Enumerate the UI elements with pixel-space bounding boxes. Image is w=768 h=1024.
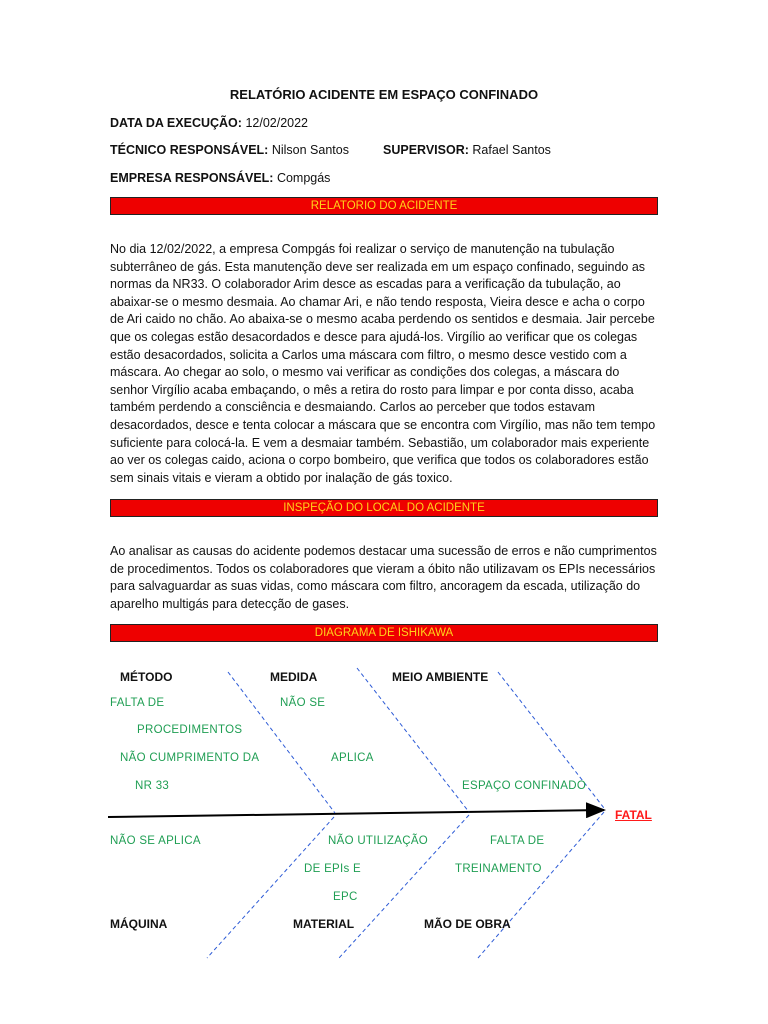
category-meio-ambiente: MEIO AMBIENTE xyxy=(392,670,489,684)
cause-maquina-1: NÃO SE APLICA xyxy=(110,835,201,847)
cause-material-1: NÃO UTILIZAÇÃO xyxy=(328,835,429,847)
bone-mao-de-obra xyxy=(478,812,604,958)
cause-metodo-4: NR 33 xyxy=(135,780,170,792)
cause-meio-ambiente-1: ESPAÇO CONFINADO xyxy=(462,780,587,792)
category-medida: MEDIDA xyxy=(270,670,318,684)
cause-medida-1: NÃO SE xyxy=(280,697,326,709)
technician-label: TÉCNICO RESPONSÁVEL: xyxy=(110,143,269,157)
report-section-header: RELATORIO DO ACIDENTE xyxy=(110,197,658,215)
supervisor-label: SUPERVISOR: xyxy=(383,143,469,157)
cause-mao-de-obra-1: FALTA DE xyxy=(490,835,545,847)
company-label: EMPRESA RESPONSÁVEL: xyxy=(110,171,274,185)
cause-medida-2: APLICA xyxy=(331,752,374,764)
technician-value: Nilson Santos xyxy=(271,143,349,157)
ishikawa-section-header: DIAGRAMA DE ISHIKAWA xyxy=(110,624,658,642)
page-title: RELATÓRIO ACIDENTE EM ESPAÇO CONFINADO xyxy=(229,87,539,102)
category-material: MATERIAL xyxy=(293,917,355,931)
cause-metodo-2: PROCEDIMENTOS xyxy=(137,724,243,736)
inspection-section-header: INSPEÇÃO DO LOCAL DO ACIDENTE xyxy=(110,499,658,517)
bone-maquina xyxy=(207,817,334,958)
supervisor-value: Rafael Santos xyxy=(472,143,551,157)
execution-date-label: DATA DA EXECUÇÃO: xyxy=(110,116,242,130)
cause-material-2: DE EPIs E xyxy=(304,863,362,875)
category-metodo: MÉTODO xyxy=(120,670,173,684)
cause-material-3: EPC xyxy=(333,891,358,903)
bone-metodo xyxy=(228,672,335,813)
execution-date-value: 12/02/2022 xyxy=(245,116,308,130)
company-value: Compgás xyxy=(276,171,331,185)
effect-fatal: FATAL xyxy=(615,808,652,822)
ishikawa-spine xyxy=(108,810,604,817)
cause-mao-de-obra-2: TREINAMENTO xyxy=(455,863,542,875)
report-text: No dia 12/02/2022, a empresa Compgás foi realizar o serviço de manutenção na tubulação subterrâneo de gás. Esta manutenção deve ser realizada em um espaço confinado, seguindo as normas da NR33. O colaborador Arim desce as escadas para a verificação da tubulação, ao abaixar-se o mesmo desmaia. Ao chamar Ari, e não tendo resposta, Vieira desce e acha o corpo de Ari caido no chão. Ao abaixa-se o mesmo acaba perdendo os sentidos e desmaia. Jair percebe que os colegas estão desacordados e desce para ajudá-los. Virgílio ao verificar que os colegas estão desacordados, solicita a Carlos uma máscara com filtro, o mesmo desce vestido com a máscara. Ao chegar ao solo, o mesmo vai verificar as condições dos colegas, a máscara do senhor Virgílio acaba embaçando, o mês a retira do rosto para limpar e por conta disso, acaba também perdendo a consciência e desmaiando. Carlos ao perceber que todos estavam desacordados, desce e tenta colocar a máscara que se encontra com Virgílio, mas não tem tempo suficiente para colocá-la. E vem a desmaiar também. Sebastião, um colaborador mais experiente ao ver os colegas caido, aciona o corpo bombeiro, que verifica que todos os colaboradores estão sem sinais vitais e vieram a obtido por inalação de gás toxico. xyxy=(110,242,656,485)
inspection-text: Ao analisar as causas do acidente podemos destacar uma sucessão de erros e não cumprimentos de procedimentos. Todos os colaboradores que vieram a óbito não utilizavam os EPIs necessários para salvaguardar as suas vidas, como máscara com filtro, ancoragem da escada, utilização do aparelho multigás para detecção de gases. xyxy=(110,544,657,611)
bone-medida xyxy=(357,668,469,812)
cause-metodo-3: NÃO CUMPRIMENTO DA xyxy=(120,752,260,764)
category-mao-de-obra: MÃO DE OBRA xyxy=(424,917,511,931)
category-maquina: MÁQUINA xyxy=(110,917,168,931)
cause-metodo-1: FALTA DE xyxy=(110,697,165,709)
